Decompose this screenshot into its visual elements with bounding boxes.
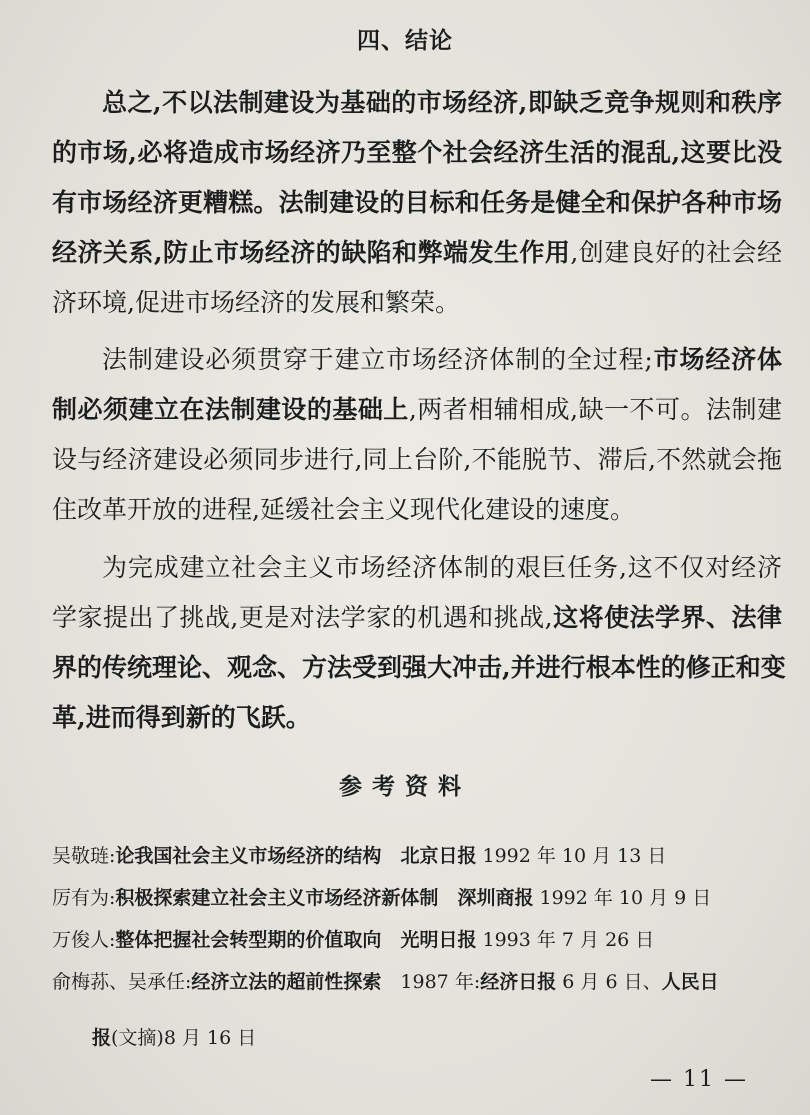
text-run: 界的传统理论、观念、方法受到强大冲击,并进行根本性的修正和变: [52, 653, 786, 682]
text-line: [52, 178, 782, 228]
text-run: 法制建设必须贯穿于建立市场经济体制的全过程;: [102, 345, 653, 374]
text-run: 吴敬琏:: [52, 845, 116, 867]
text-run: [438, 887, 457, 909]
text-run: ,两者相辅相成,缺一不可。法制建: [408, 395, 782, 424]
text-run: 1992 年 10 月 13 日: [476, 845, 667, 867]
reference-item-continuation: [92, 1025, 810, 1051]
text-line: [52, 543, 782, 593]
text-run: 整体把握社会转型期的价值取向: [115, 929, 382, 951]
text-run: 制必须建立在法制建设的基础上: [52, 395, 409, 424]
text-run: 报: [92, 1027, 112, 1049]
text-run: 光明日报: [400, 929, 477, 951]
text-run: 经济关系,防止市场经济的缺陷和弊端发生作用: [52, 238, 571, 267]
text-run: 学家提出了挑战,更是对法学家的机遇和挑战,: [52, 603, 553, 632]
text-run: 积极探索建立社会主义市场经济新体制: [115, 887, 439, 909]
text-run: 这将使法学界、法律: [552, 603, 782, 632]
text-line: [52, 485, 782, 535]
paragraph-1: [52, 78, 782, 328]
text-line: [52, 385, 782, 435]
text-run: 俞梅荪、吴承任:: [52, 971, 192, 993]
text-line: [52, 78, 782, 128]
text-line: [52, 335, 782, 385]
text-run: 有市场经济更糟糕。法制建设的目标和任务是健全和保护各种市场: [52, 188, 782, 217]
text-run: 为完成建立社会主义市场经济体制的艰巨任务,这不仅对经济: [102, 553, 782, 582]
text-line: [52, 435, 782, 485]
text-run: 1992 年 10 月 9 日: [533, 887, 712, 909]
text-run: (文摘)8 月 16 日: [111, 1027, 257, 1049]
text-run: 革,进而得到新的飞跃。: [52, 703, 311, 732]
text-run: 设与经济建设必须同步进行,同上台阶,不能脱节、滞后,不然就会拖: [52, 445, 782, 474]
text-run: [381, 845, 400, 867]
text-run: 1993 年 7 月 26 日: [476, 929, 655, 951]
text-line: [52, 228, 782, 278]
text-run: 1987 年:: [381, 971, 481, 993]
text-run: 总之,不以法制建设为基础的市场经济,即缺乏竞争规则和秩序: [102, 88, 782, 117]
text-line: [52, 128, 782, 178]
text-run: 市场经济体: [652, 345, 782, 374]
text-run: 人民日: [661, 971, 719, 993]
paragraph-2: [52, 335, 782, 535]
text-run: 厉有为:: [52, 887, 116, 909]
reference-item: [52, 885, 792, 911]
text-run: [381, 929, 400, 951]
text-run: 经济日报: [480, 971, 557, 993]
text-line: [52, 278, 782, 328]
section-heading: 四、结论: [357, 27, 453, 54]
text-line: [52, 643, 786, 693]
text-run: 论我国社会主义市场经济的结构: [115, 845, 382, 867]
text-run: 的市场,必将造成市场经济乃至整个社会经济生活的混乱,这要比没: [52, 138, 782, 167]
text-run: 经济立法的超前性探索: [191, 971, 382, 993]
text-run: 深圳商报: [457, 887, 534, 909]
text-run: ,创建良好的社会经: [570, 238, 782, 267]
reference-item: [52, 927, 792, 953]
reference-item: [52, 843, 792, 869]
reference-item: [52, 969, 792, 995]
text-run: 万俊人:: [52, 929, 116, 951]
text-run: 6 月 6 日、: [556, 971, 662, 993]
references-title: 参考资料: [339, 773, 471, 800]
page-number: — 11 —: [650, 1067, 748, 1092]
text-run: 住改革开放的进程,延缓社会主义现代化建设的速度。: [52, 495, 635, 524]
text-line: [52, 593, 782, 643]
text-line: [52, 693, 782, 743]
paragraph-3: [52, 543, 786, 743]
text-run: 济环境,促进市场经济的发展和繁荣。: [52, 288, 460, 317]
text-run: 北京日报: [400, 845, 477, 867]
